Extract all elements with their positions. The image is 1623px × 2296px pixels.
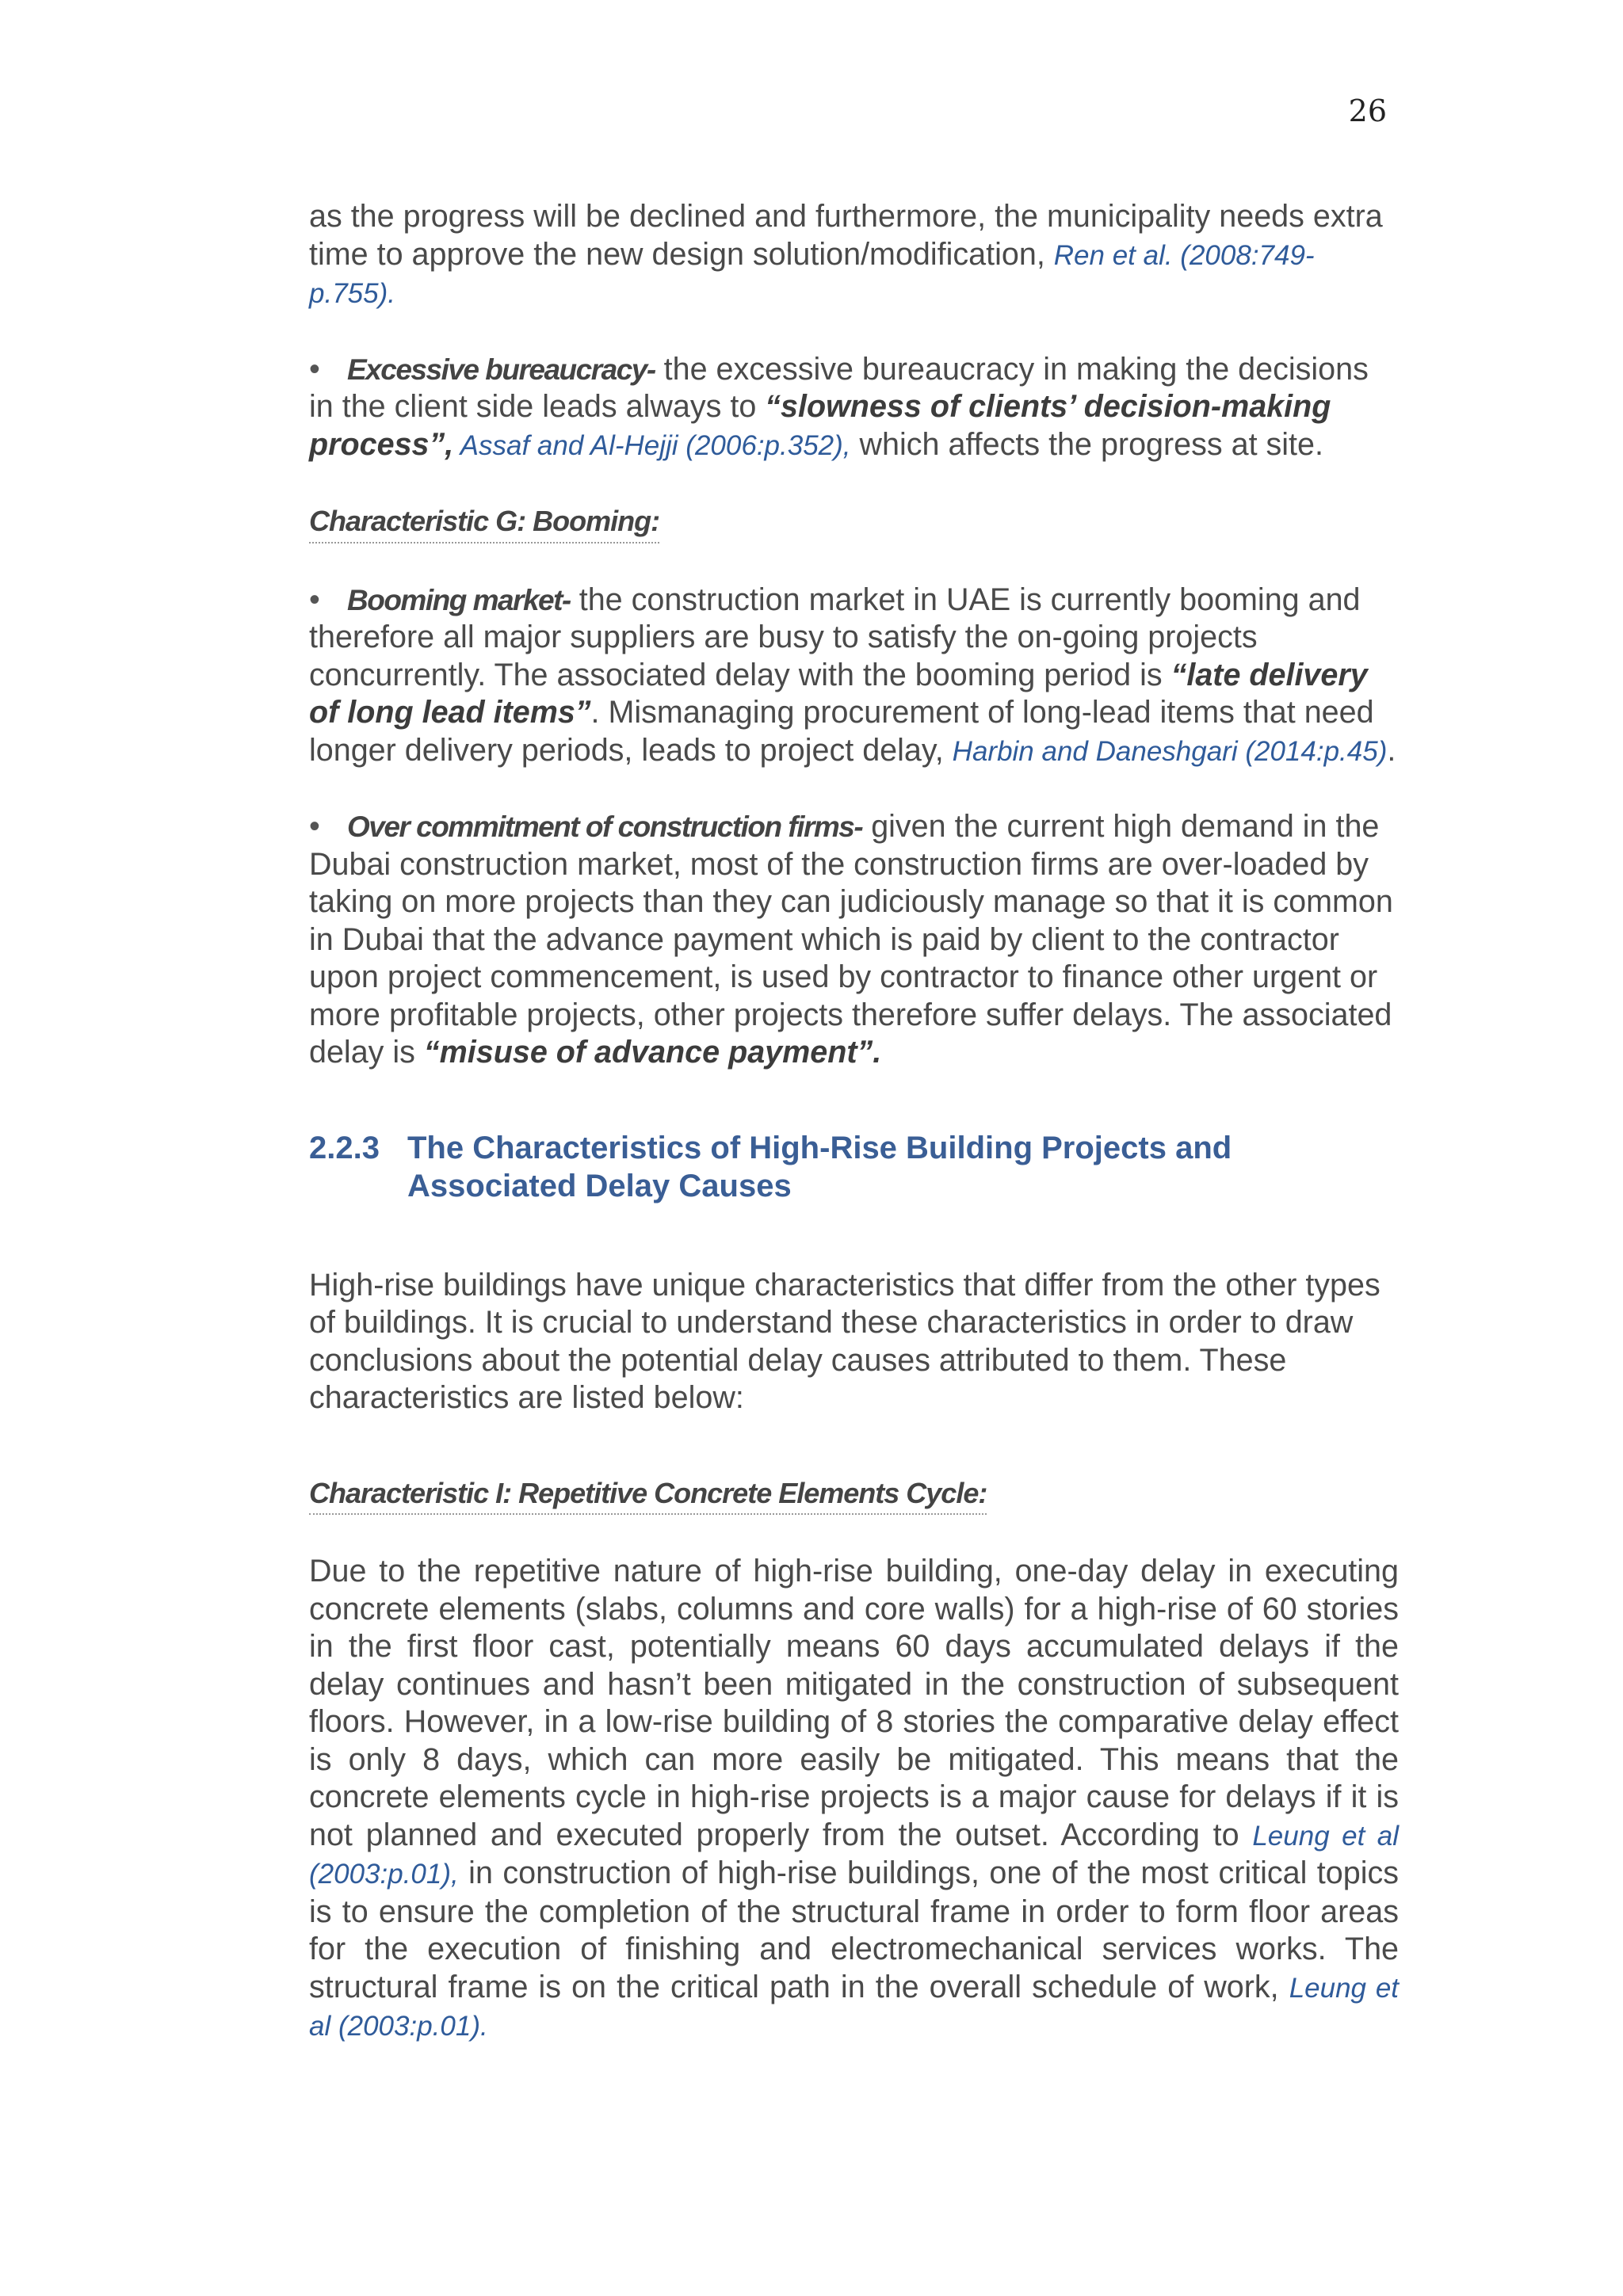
emphasized-term: “slowness of clients’ decision-making process”,: [309, 389, 1331, 462]
paragraph-intro: High-rise buildings have unique characteristics that differ from the other types of buildings. It is crucial to understand these characteristics in order to draw conclusions about the potential delay causes attributed to them. These characteristics are listed below:: [309, 1267, 1381, 1415]
citation-assaf: Assaf and Al-Hejji (2006:p.352),: [453, 429, 851, 461]
section-title-line1: The Characteristics of High-Rise Building Projects and: [407, 1130, 1232, 1165]
characteristic-i-heading-row: [309, 1474, 1399, 1516]
bullet-dot: •: [309, 351, 320, 387]
bullet-dot: •: [309, 582, 320, 617]
paragraph-text: as the progress will be declined and furthermore, the municipality needs extra time to approve the new design solution/modification,: [309, 199, 1383, 272]
bullet-text: .: [1387, 732, 1396, 768]
bullet-excessive-bureaucracy: [309, 351, 1399, 465]
bullet-text: which affects the progress at site.: [850, 426, 1323, 462]
page-number: 26: [1348, 93, 1387, 128]
bullet-over-commitment: [309, 808, 1399, 1072]
characteristic-g-heading-row: [309, 502, 1399, 543]
paragraph-repetitive-cycle: [309, 1553, 1399, 2046]
citation-leung-2: Leung et al (2003:p.01).: [309, 1972, 1400, 2042]
bullet-text: given the current high demand in the Dubai construction market, most of the construction firms are over-loaded by taking on more projects than they can judiciously manage so that it is common in Dubai that the advance payment which is paid by client to the contractor upon project commencement, is used by contractor to finance other urgent or more profitable projects, other projects therefore suffer delays. The associated delay is: [309, 809, 1393, 1070]
bullet-text: the construction market in UAE is currently booming and therefore all major suppliers are busy to satisfy the on-going projects concurrently. The associated delay with the booming period is: [309, 582, 1361, 692]
bullet-text: the excessive bureaucracy in making the decisions in the client side leads always to: [309, 351, 1369, 424]
section-number: 2.2.3: [309, 1130, 380, 1165]
paragraph-text: Due to the repetitive nature of high-rise building, one-day delay in executing concrete elements (slabs, columns and core walls) for a high-rise of 60 stories in the first floor cast, potentially means 60 days accumulated delays if the delay continues and hasn’t been mitigated in the construction of subsequent floors. However, in a low-rise building of 8 stories the comparative delay effect is only 8 days, which can more easily be mitigated. This means that the concrete elements cycle in high-rise projects is a major cause for delays if it is not planned and executed properly from the outset. According to: [309, 1554, 1399, 1852]
bullet-dot: •: [309, 809, 320, 844]
emphasized-term: “misuse of advance payment”.: [423, 1035, 882, 1070]
citation-ren: Ren et al. (2008:749-p.755).: [309, 239, 1315, 309]
section-title-line2: Associated Delay Causes: [407, 1168, 792, 1203]
characteristic-g-heading: Characteristic G: Booming:: [309, 502, 659, 543]
bullet-lead: Booming market-: [347, 583, 571, 616]
bullet-booming-market: [309, 582, 1399, 771]
bullet-lead: Excessive bureaucracy-: [347, 353, 655, 386]
section-title: [407, 1129, 1232, 1205]
characteristic-i-heading: Characteristic I: Repetitive Concrete Elements Cycle:: [309, 1474, 987, 1516]
page-content: [309, 198, 1399, 2046]
paragraph-text: in construction of high-rise buildings, one of the most critical topics is to ensure the completion of the structural frame in order to form floor areas for the execution of finishing and electromechanical services works. The structural frame is on the critical path in the overall schedule of work,: [309, 1855, 1399, 2004]
bullet-lead: Over commitment of construction firms-: [347, 810, 863, 843]
emphasized-term: “late delivery of long lead items”: [309, 657, 1368, 730]
citation-harbin: Harbin and Daneshgari (2014:p.45): [952, 735, 1388, 767]
section-heading: [309, 1129, 1399, 1205]
paragraph-continuation: [309, 198, 1399, 313]
bullet-text: . Mismanaging procurement of long-lead items that need longer delivery periods, leads to project delay,: [309, 695, 1374, 768]
citation-leung-1: Leung et al (2003:p.01),: [309, 1820, 1399, 1890]
